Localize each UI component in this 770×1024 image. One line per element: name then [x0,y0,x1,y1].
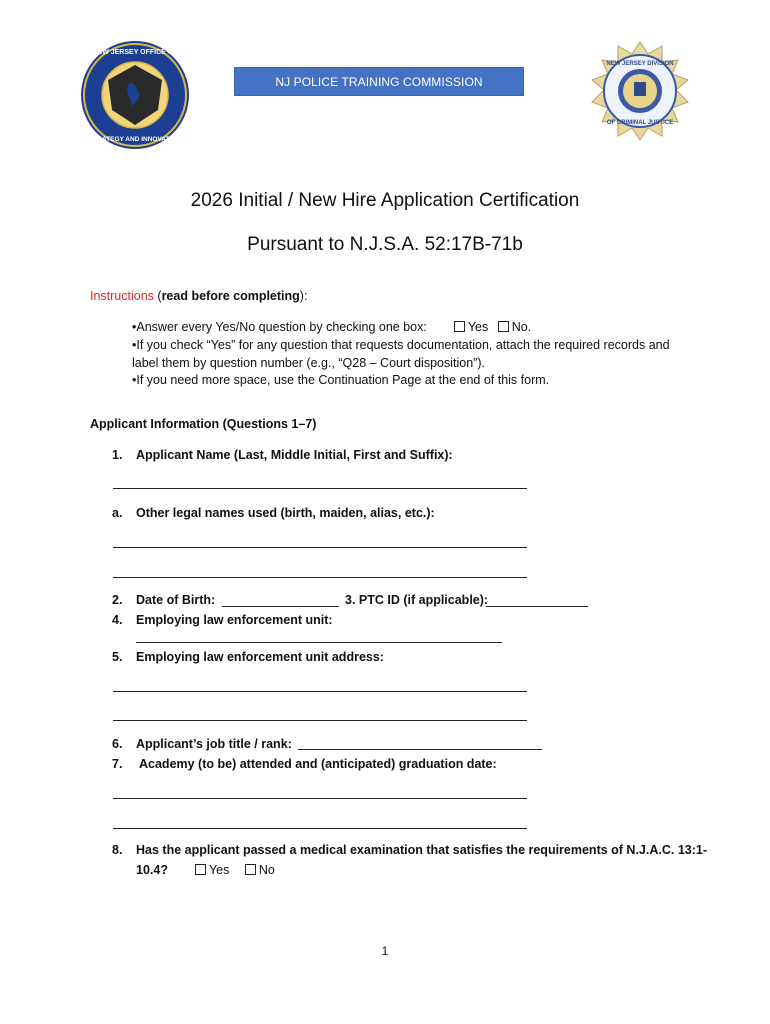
job-title-field[interactable] [298,749,542,750]
instruction-bullet-2: •If you check “Yes” for any question that requests documentation, attach the required records and label them by question number (e.g., “Q28 – Court disposition”). [132,338,670,370]
q8-no-label: No [258,863,275,877]
instructions-open-paren: ( [153,289,162,303]
question-6-number: 6. [112,737,123,751]
instructions-heading [90,289,307,303]
page-number: 1 [381,944,389,958]
instructions-close-paren: ): [299,289,308,303]
instruction-no-label: No. [511,320,532,334]
other-names-field-1[interactable] [113,547,527,548]
question-7-text: Academy (to be) attended and (anticipated) graduation date: [139,757,497,771]
question-8-number: 8. [112,843,123,857]
q8-yes-label: Yes [208,863,230,877]
question-4-text: Employing law enforcement unit: [136,613,333,627]
employing-unit-field[interactable] [136,642,502,643]
question-8-line-2 [136,863,275,877]
form-subtitle: Pursuant to N.J.S.A. 52:17B-71b [247,234,523,255]
question-5-text: Employing law enforcement unit address: [136,650,384,664]
ptc-id-field[interactable] [486,606,588,607]
question-3-text: 3. PTC ID (if applicable): [345,593,489,607]
date-of-birth-field[interactable] [222,606,339,607]
instructions-label: Instructions [90,289,154,303]
question-1a-number: a. [112,506,123,520]
svg-text:NEW JERSEY OFFICE OF: NEW JERSEY OFFICE OF [92,49,178,56]
question-1a-text: Other legal names used (birth, maiden, alias, etc.): [136,506,435,520]
yes-checkbox-sample [454,321,465,332]
question-8-text-line-2: 10.4? [136,863,168,877]
q8-no-checkbox[interactable] [245,864,256,875]
question-5-number: 5. [112,650,123,664]
applicant-name-field[interactable] [113,488,527,489]
section-heading: Applicant Information (Questions 1–7) [90,417,317,431]
question-2-text: Date of Birth: [136,593,216,607]
question-2-number: 2. [112,593,123,607]
instruction-yes-label: Yes [467,320,489,334]
division-of-criminal-justice-seal [588,40,692,152]
office-of-policing-strategy-seal [80,40,190,150]
instructions-note: read before completing [161,289,300,303]
q8-yes-checkbox[interactable] [195,864,206,875]
commission-banner: NJ POLICE TRAINING COMMISSION [234,67,524,96]
unit-address-field-1[interactable] [113,691,527,692]
question-1-text: Applicant Name (Last, Middle Initial, First and Suffix): [136,448,453,462]
no-checkbox-sample [498,321,509,332]
instruction-bullet-1-text: •Answer every Yes/No question by checking one box: [132,320,427,334]
academy-field-2[interactable] [113,828,527,829]
question-1-number: 1. [112,448,123,462]
instruction-bullet-3: •If you need more space, use the Continuation Page at the end of this form. [132,373,550,387]
other-names-field-2[interactable] [113,577,527,578]
form-title: 2026 Initial / New Hire Application Certification [190,190,580,211]
instruction-bullet-1 [132,319,531,337]
question-6-text: Applicant’s job title / rank: [136,737,292,751]
svg-text:STRATEGY AND INNOVATION: STRATEGY AND INNOVATION [88,136,182,143]
question-7-number: 7. [112,757,123,771]
academy-field-1[interactable] [113,798,527,799]
question-8-text-line-1: Has the applicant passed a medical examination that satisfies the requirements of N.J.A.C. 13:1- [136,843,708,857]
unit-address-field-2[interactable] [113,720,527,721]
question-4-number: 4. [112,613,123,627]
svg-text:NEW JERSEY DIVISION: NEW JERSEY DIVISION [606,61,674,67]
svg-text:OF CRIMINAL JUSTICE: OF CRIMINAL JUSTICE [606,120,674,126]
